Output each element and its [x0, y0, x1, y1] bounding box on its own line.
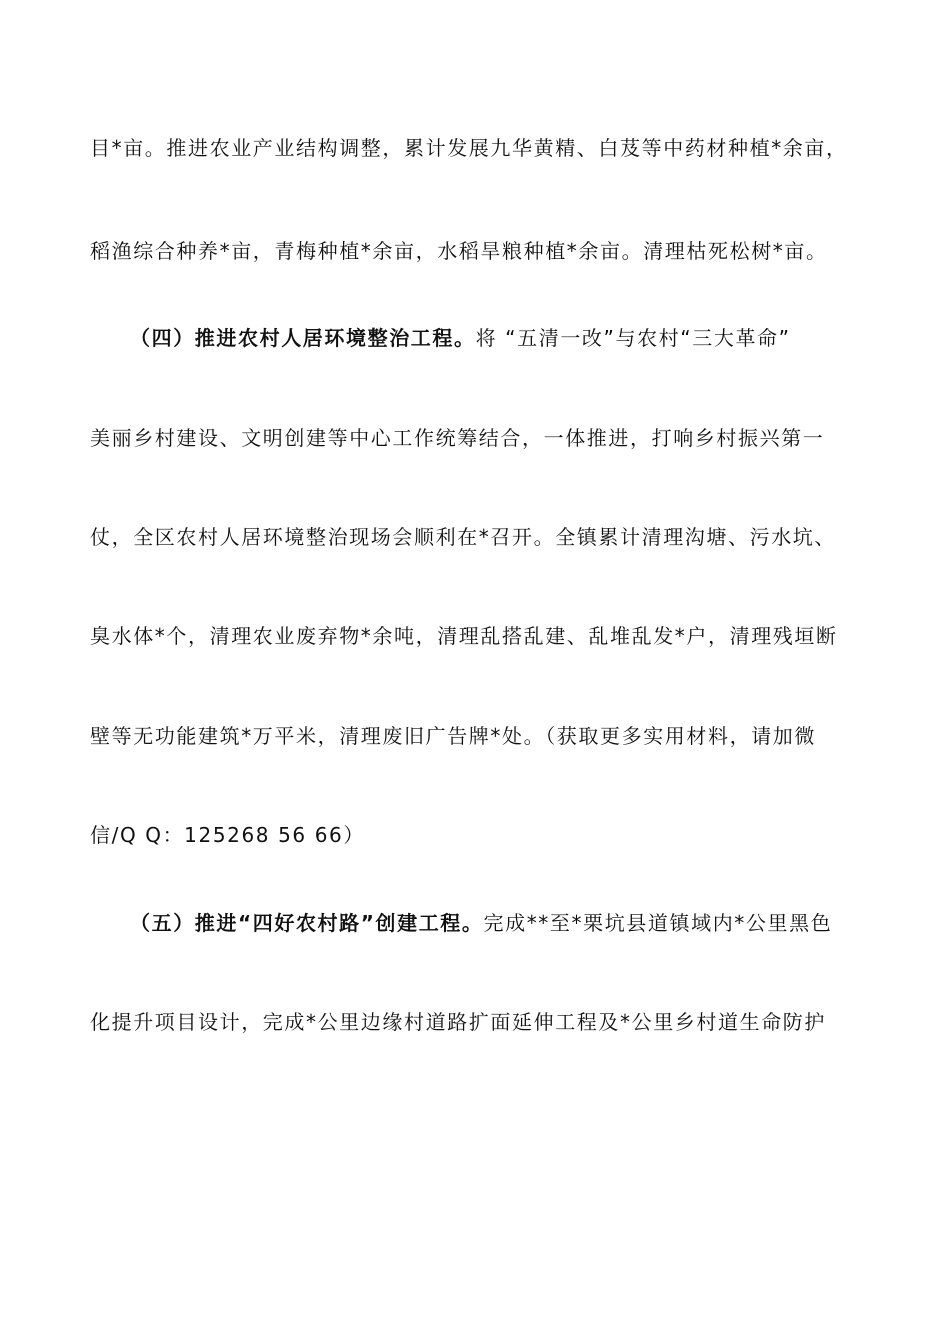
- line-text: 化提升项目设计，完成*公里边缘村道路扩面延伸工程及*公里乡村道生命防护: [90, 1010, 826, 1034]
- section-heading-4: （四）推进农村人居环境整治工程。: [130, 326, 476, 350]
- line-text: 完成**至*栗坑县道镇域内*公里黑色: [483, 911, 833, 935]
- line-text: 臭水体*个，清理农业废弃物*余吨，清理乱搭乱建、乱堆乱发*户，清理残垣断: [90, 624, 838, 648]
- line-text: 稻渔综合种养*亩，青梅种植*余亩，水稻旱粮种植*余亩。清理枯死松树*亩。: [90, 239, 828, 263]
- paragraph-line-6: [90, 616, 880, 656]
- paragraph-line-5: [90, 517, 880, 557]
- line-text: 壁等无功能建筑*万平米，清理废旧广告牌*处。（获取更多实用材料，请加微: [90, 724, 816, 748]
- section-heading-line-5: [130, 903, 880, 943]
- paragraph-line-10: [90, 1002, 880, 1042]
- paragraph-line-7: [90, 716, 880, 756]
- line-text: 将 “五清一改”与农村“三大革命”: [475, 326, 791, 350]
- paragraph-line-4: [90, 418, 880, 458]
- paragraph-line-8: [90, 815, 880, 855]
- line-text: 美丽乡村建设、文明创建等中心工作统筹结合，一体推进，打响乡村振兴第一: [90, 426, 825, 450]
- section-heading-5: （五）推进“四好农村路”创建工程。: [130, 911, 484, 935]
- line-text: 仗，全区农村人居环境整治现场会顺利在*召开。全镇累计清理沟塘、污水坑、: [90, 525, 836, 549]
- line-text: 信/Q Q：125268 56 66）: [90, 823, 365, 847]
- paragraph-line-1: [90, 128, 880, 168]
- section-heading-line-4: [130, 318, 880, 358]
- line-text: 目*亩。推进农业产业结构调整，累计发展九华黄精、白芨等中药材种植*余亩，: [90, 136, 848, 160]
- paragraph-line-2: [90, 231, 880, 271]
